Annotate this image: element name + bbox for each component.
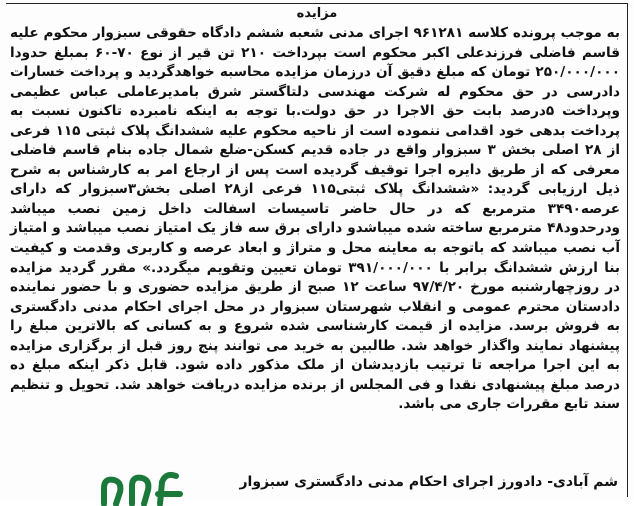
- notice-title: مزایده: [296, 6, 338, 21]
- frame-top-border: [6, 3, 628, 4]
- frame-right-border: [627, 3, 628, 497]
- green-stamp-icon: [92, 458, 188, 506]
- notice-signature: شم آبادی- دادورز اجرای احکام مدنی دادگستری سبزوار: [239, 474, 618, 490]
- notice-body: به موجب پرونده کلاسه ۹۶۱۲۸۱ اجرای مدنی شعبه ششم دادگاه حقوقی سبزوار محکوم علیه قاسم فاضلی فرزندعلی اکبر محکوم است بپرداخت ۲۱۰ تن قیر از نوع ۷۰-۶۰ بمبلغ حدودا ۲۵۰/۰۰۰/۰۰۰ تومان که مبلغ دقیق آن درزمان مزایده محاسبه خواهدگردید و پرداخت خسارات دادرسی در حق محکوم له شرکت مهندسی دلتاگستر شرق بامدیرعاملی عباس عظیمی وپرداخت ۵درصد بابت حق الاجرا در حق دولت.با توجه به اینکه نامبرده تاکنون نسبت به پرداخت بدهی خود اقدامی ننموده است از ناحیه محکوم علیه ششدانگ پلاک ثبتی ۱۱۵ فرعی از ۲۸ اصلی بخش ۳ سبزوار واقع در جاده قدیم کسکن-ضلع شمال جاده بنام قاسم فاضلی معرفی که از طریق دایره اجرا توقیف گردیده است پس از ارجاع امر به کارشناس به شرح ذیل ارزیابی گردید: «ششدانگ پلاک ثبتی۱۱۵ فرعی از۲۸ اصلی بخش۳سبزوار که دارای عرصه۳۴۹۰ مترمربع که در حال حاضر تاسیسات اسفالت داخل زمین نصب میباشد ودرحدود۴۸ مترمربع ساخته شده میباشدو دارای برق سه فاز یک امتیاز نصب میباشد و امتیاز آب نصب میباشد که باتوجه به معاینه محل و متراژ و ابعاد عرصه و کاربری وقدمت و کیفیت بنا ارزش ششدانگ برابر با ۳۹۱/۰۰۰/۰۰۰ تومان تعیین وتقویم میگردد.» مقرر گردید مزایده در روزچهارشنبه مورخ ۹۷/۴/۲۰ ساعت ۱۲ صبح از طریق مزایده حضوری و با حضور نماینده دادستان محترم عمومی و انقلاب شهرستان سبزوار در محل اجرای احکام مدنی دادگستری به فروش برسد. مزایده از قیمت کارشناسی شده شروع و به کسانی که بالاترین مبلغ را پیشنهاد نمایند واگذار خواهد شد. طالبین به خرید می توانند پنج روز قبل از برگزاری مزایده به این اجرا مراجعه تا ترتیب بازدیدشان از ملک مذکور داده شود. قابل ذکر اینکه مبلغ ده درصد مبلغ پیشنهادی نقدا و فی المجلس از برنده مزایده دریافت خواهد شد. تحویل و تنظیم سند تابع مقررات جاری می باشد.: [10, 25, 621, 413]
